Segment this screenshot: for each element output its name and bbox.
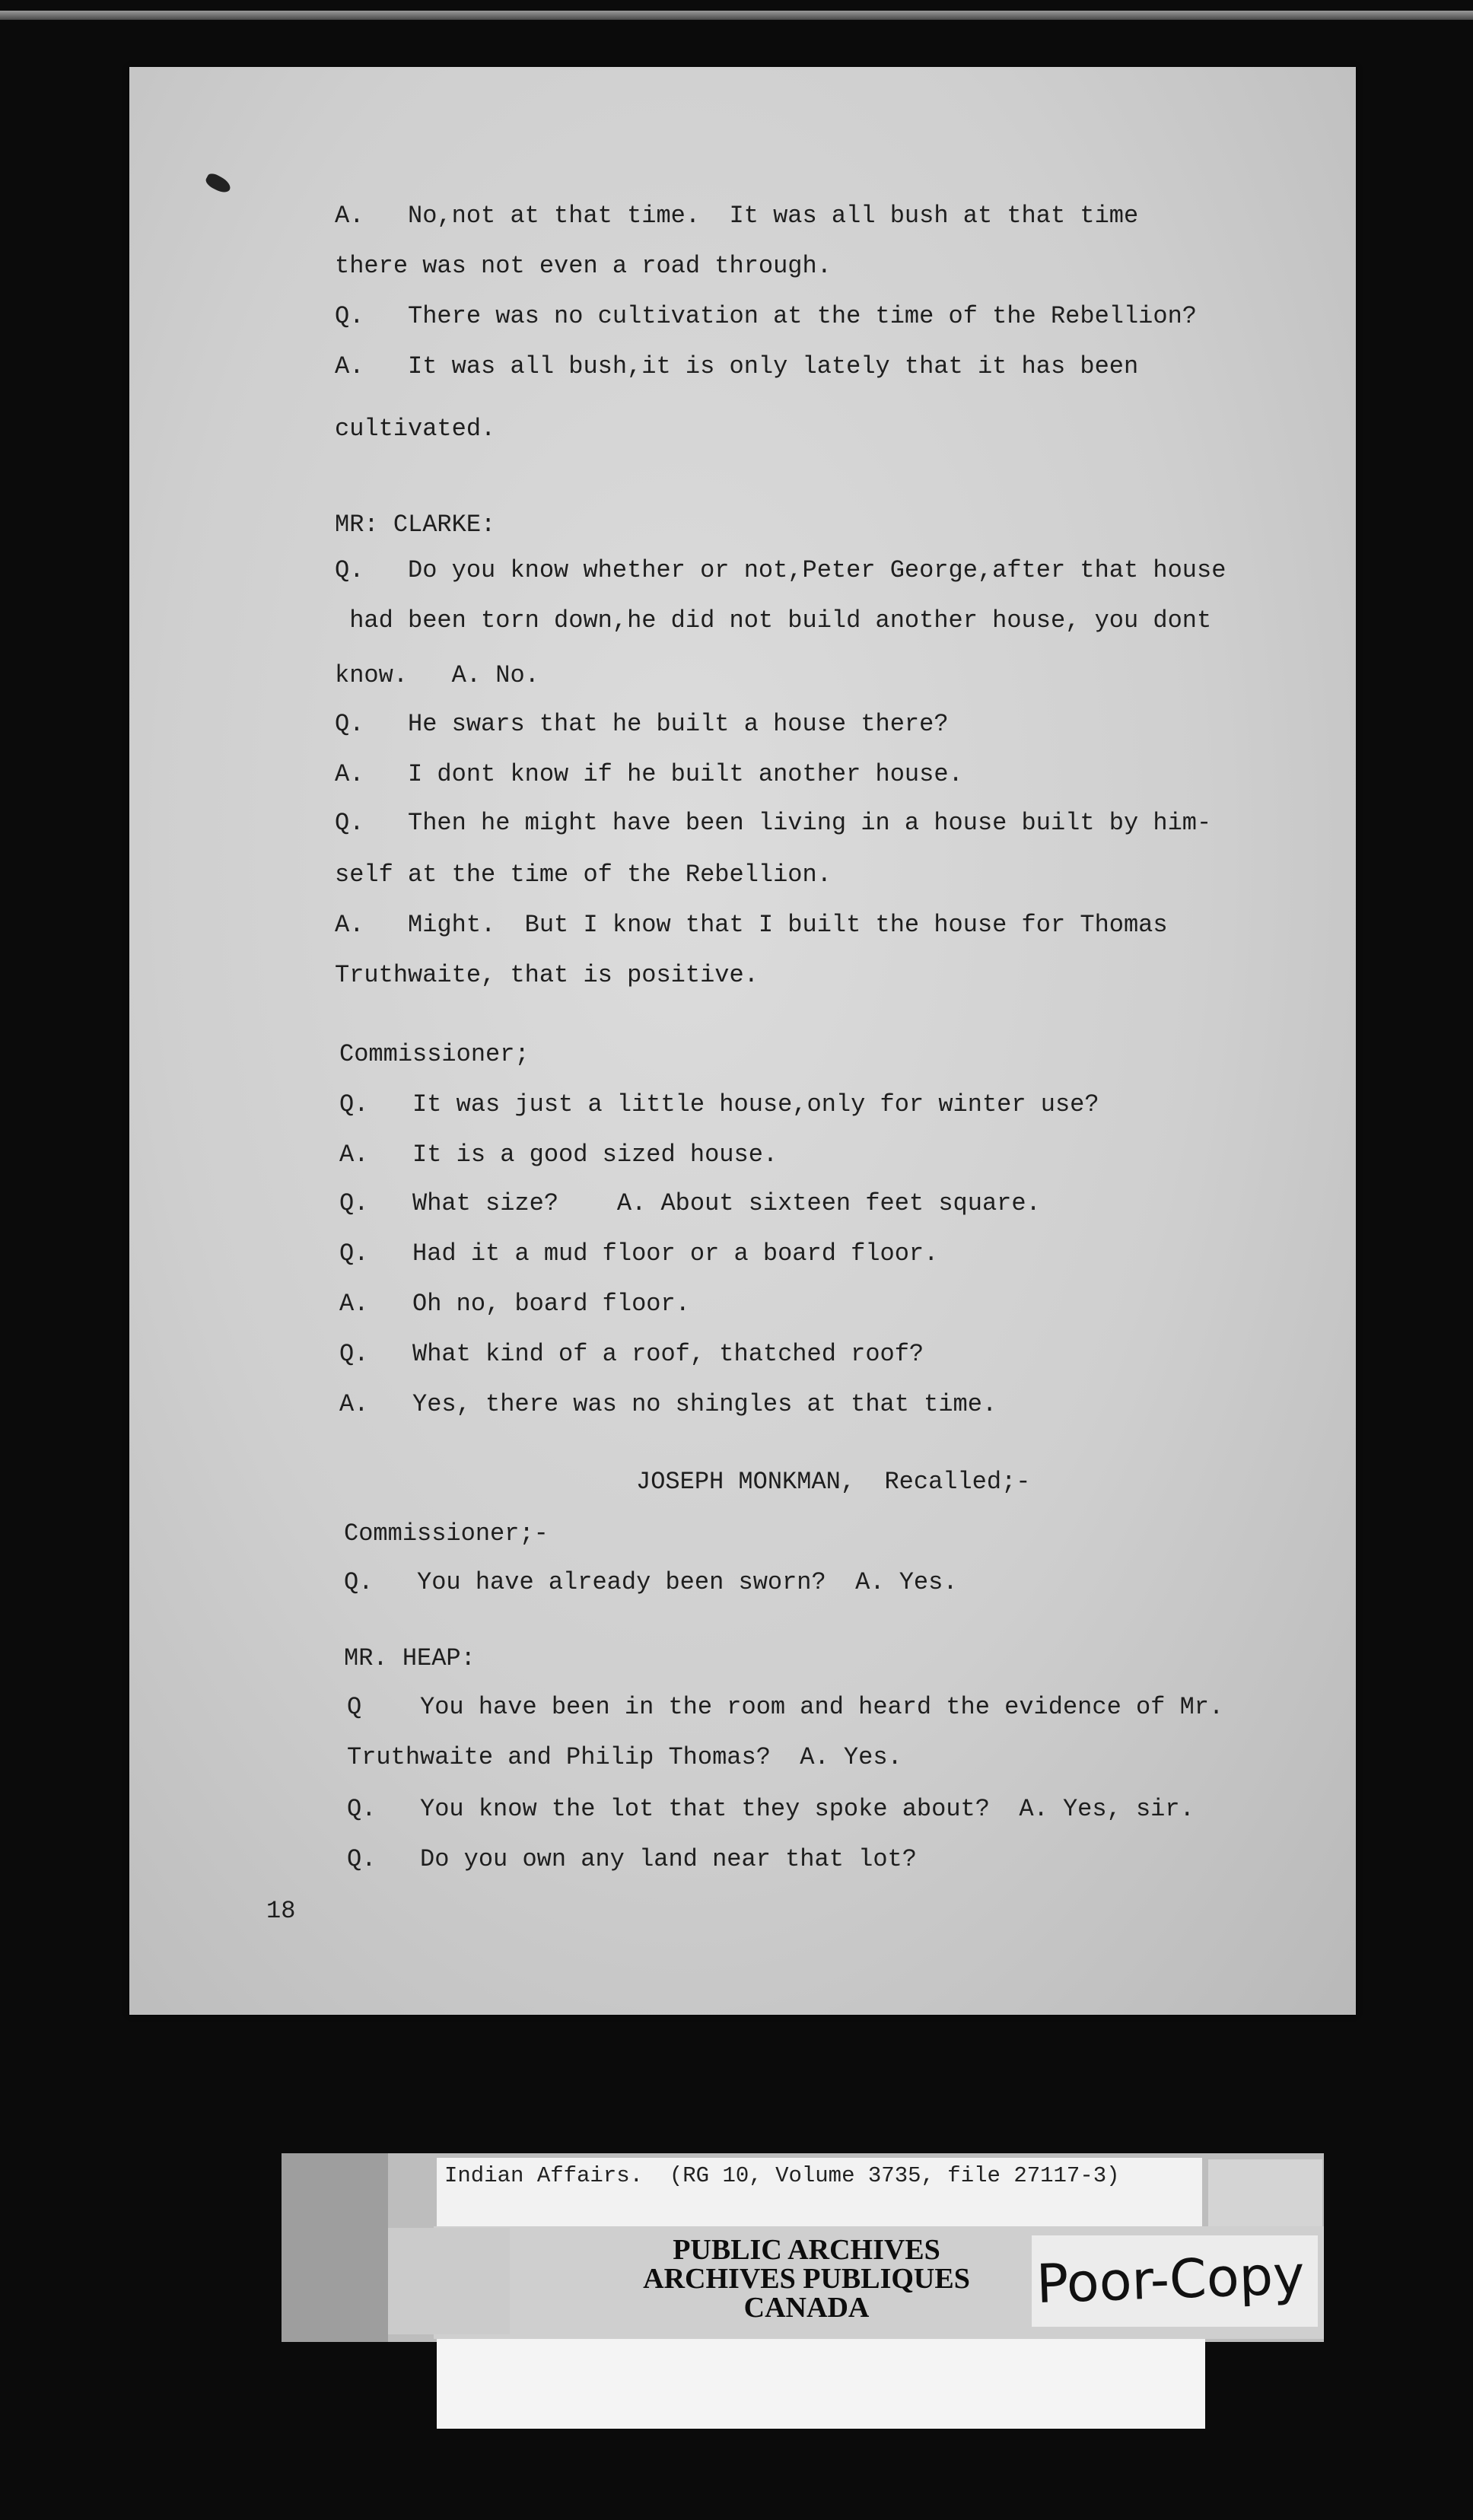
text-line: Truthwaite and Philip Thomas? A. Yes. xyxy=(347,1743,902,1771)
text-line: Q. Do you know whether or not,Peter George,after that house xyxy=(335,556,1226,584)
text-line: Q. He swars that he built a house there? xyxy=(335,710,949,738)
text-line: A. It is a good sized house. xyxy=(339,1141,778,1169)
text-line: Q. You know the lot that they spoke about? A. Yes, sir. xyxy=(347,1795,1195,1823)
text-line: cultivated. xyxy=(335,415,496,443)
archives-line-country: CANADA xyxy=(743,2292,870,2324)
text-line: A. Yes, there was no shingles at that time. xyxy=(339,1390,997,1418)
poor-copy-stamp: Poor-Copy xyxy=(1035,2243,1306,2316)
text-line: there was not even a road through. xyxy=(335,252,832,280)
speaker-heading: MR. HEAP: xyxy=(344,1644,476,1672)
archives-logo-text xyxy=(593,2235,1020,2322)
page-number: 18 xyxy=(266,1897,296,1925)
text-line: Q You have been in the room and heard the evidence of Mr. xyxy=(347,1693,1224,1721)
film-edge xyxy=(0,11,1473,20)
archive-citation: Indian Affairs. (RG 10, Volume 3735, file 27117-3) xyxy=(444,2163,1120,2188)
archives-line-en: PUBLIC ARCHIVES xyxy=(673,2234,940,2266)
text-line: A. It was all bush,it is only lately that it has been xyxy=(335,352,1139,380)
text-line: Q. Had it a mud floor or a board floor. xyxy=(339,1239,939,1268)
text-line: Q. It was just a little house,only for winter use? xyxy=(339,1090,1099,1118)
text-line: Q. There was no cultivation at the time of the Rebellion? xyxy=(335,302,1197,330)
text-line: Q. What kind of a roof, thatched roof? xyxy=(339,1340,924,1368)
text-line: know. A. No. xyxy=(335,661,539,689)
text-line: A. Oh no, board floor. xyxy=(339,1290,690,1318)
text-line: A. Might. But I know that I built the house for Thomas xyxy=(335,911,1168,939)
text-line: A. No,not at that time. It was all bush at that time xyxy=(335,202,1139,230)
text-line: self at the time of the Rebellion. xyxy=(335,861,832,889)
witness-heading: JOSEPH MONKMAN, Recalled;- xyxy=(636,1468,1031,1496)
text-line: had been torn down,he did not build another house, you dont xyxy=(335,606,1212,635)
archives-line-fr: ARCHIVES PUBLIQUES xyxy=(643,2263,970,2295)
speaker-heading: Commissioner; xyxy=(339,1040,530,1068)
text-line: Truthwaite, that is positive. xyxy=(335,961,759,989)
text-line: Q. You have already been sworn? A. Yes. xyxy=(344,1568,958,1596)
text-line: A. I dont know if he built another house. xyxy=(335,760,963,788)
text-line: Q. Do you own any land near that lot? xyxy=(347,1845,917,1873)
text-line: Q. What size? A. About sixteen feet square. xyxy=(339,1189,1041,1217)
text-line: Q. Then he might have been living in a house built by him- xyxy=(335,809,1212,837)
speaker-heading: MR: CLARKE: xyxy=(335,511,496,539)
speaker-heading: Commissioner;- xyxy=(344,1519,549,1548)
